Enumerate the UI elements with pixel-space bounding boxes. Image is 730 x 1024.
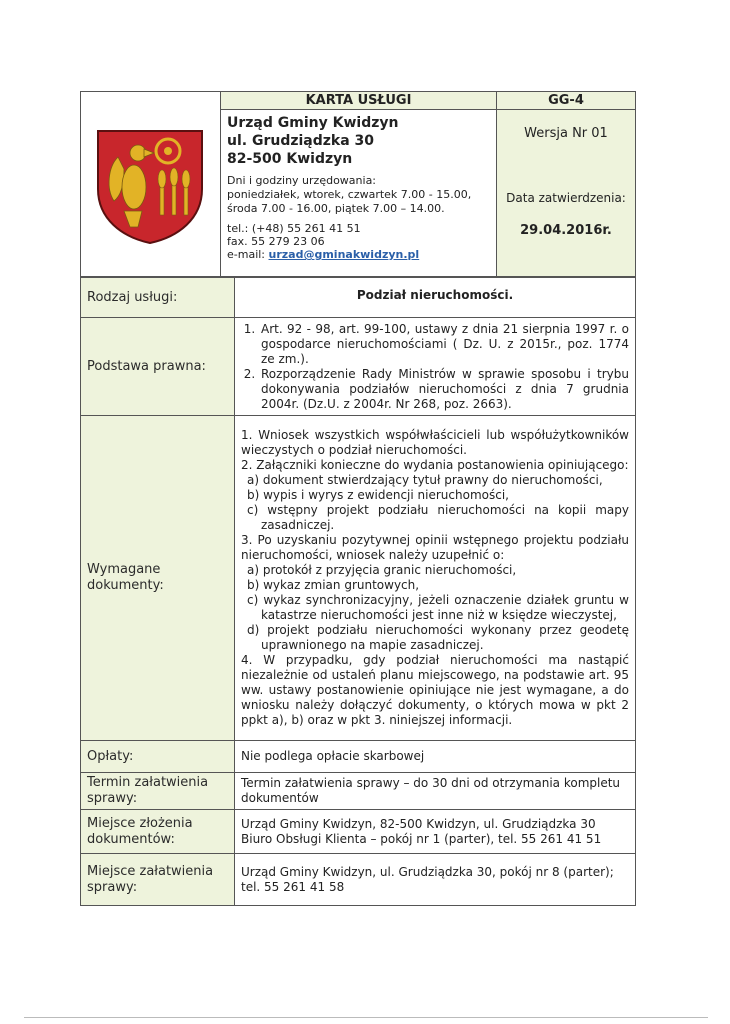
row-legal-basis	[81, 318, 636, 416]
doc-point-3: 3. Po uzyskaniu pozytywnej opinii wstępnego projektu podziału nieruchomości, wniosek należy uzupełnić o:	[241, 533, 629, 562]
version-label: Wersja Nr 01	[524, 126, 608, 141]
legal-basis-list	[241, 322, 629, 412]
coat-of-arms-icon	[94, 127, 206, 245]
submission-place-cell	[235, 810, 636, 854]
row-handling-place	[81, 854, 636, 906]
label-submission-place: Miejsce złożenia dokumentów:	[81, 810, 235, 854]
row-submission-place	[81, 810, 636, 854]
office-city: 82-500 Kwidzyn	[227, 151, 353, 167]
doc-point-2: 2. Załączniki konieczne do wydania postanowienia opiniującego:	[241, 458, 629, 472]
fees-value: Nie podlega opłacie skarbowej	[235, 741, 636, 773]
doc-point-2c: c) wstępny projekt podziału nieruchomości na kopii mapy zasadniczej.	[247, 503, 629, 532]
submission-line-2: Biuro Obsługi Klienta – pokój nr 1 (parter), tel. 55 261 41 51	[241, 831, 602, 846]
office-address	[221, 110, 496, 168]
legal-basis-list-cell	[235, 318, 636, 416]
doc-point-3d: d) projekt podziału nieruchomości wykonany przez geodetę uprawnionego na mapie zasadniczej.	[247, 623, 629, 652]
handling-line-2: tel. 55 261 41 58	[241, 879, 345, 894]
email-line	[227, 248, 490, 261]
office-contact	[221, 216, 496, 261]
deadline-value: Termin załatwienia sprawy – do 30 dni od otrzymania kompletu dokumentów	[235, 773, 636, 810]
handling-place-cell	[235, 854, 636, 906]
doc-point-3c: c) wykaz synchronizacyjny, jeżeli oznaczenie działek gruntu w katastrze nieruchomości jest inne niż w księdze wieczystej,	[247, 593, 629, 622]
doc-point-1: 1. Wniosek wszystkich współwłaścicieli lub współużytkowników wieczystych o podział nieruchomości.	[241, 428, 629, 457]
phone-number: tel.: (+48) 55 261 41 51	[227, 222, 361, 235]
hours-line-1: poniedziałek, wtorek, czwartek 7.00 - 15.00,	[227, 188, 472, 201]
page-bottom-rule	[24, 1017, 708, 1018]
approval-date: 29.04.2016r.	[520, 223, 612, 238]
label-service-type: Rodzaj usługi:	[81, 278, 235, 318]
email-label: e-mail:	[227, 248, 269, 261]
service-card-table	[80, 277, 636, 906]
email-link[interactable]: urzad@gminakwidzyn.pl	[268, 248, 420, 261]
label-handling-place: Miejsce załatwienia sprawy:	[81, 854, 235, 906]
row-service-type	[81, 278, 636, 318]
row-fees	[81, 741, 636, 773]
office-name: Urząd Gminy Kwidzyn	[227, 115, 399, 131]
header-box	[80, 91, 636, 277]
doc-point-3b: b) wykaz zmian gruntowych,	[247, 578, 420, 592]
handling-line-1: Urząd Gminy Kwidzyn, ul. Grudziądzka 30, pokój nr 8 (parter);	[241, 864, 614, 879]
hours-line-2: środa 7.00 - 16.00, piątek 7.00 – 14.00.	[227, 202, 445, 215]
label-deadline: Termin załatwienia sprawy:	[81, 773, 235, 810]
legal-basis-item: 2. Rozporządzenie Rady Ministrów w sprawie sposobu i trybu dokonywania podziałów nieruchomości z dnia 7 grudnia 2004r. (Dz.U. z 2004r. Nr 268, poz. 2663).	[259, 367, 629, 412]
document-code: GG-4	[497, 92, 635, 110]
crest-cell	[81, 92, 221, 276]
submission-line-1: Urząd Gminy Kwidzyn, 82-500 Kwidzyn, ul. Grudziądzka 30	[241, 816, 596, 831]
doc-point-2a: a) dokument stwierdzający tytuł prawny do nieruchomości,	[247, 473, 603, 487]
doc-point-2b: b) wypis i wyrys z ewidencji nieruchomości,	[247, 488, 509, 502]
label-required-documents: Wymagane dokumenty:	[81, 416, 235, 741]
card-title: KARTA USŁUGI	[221, 92, 496, 110]
row-deadline	[81, 773, 636, 810]
document-meta-cell	[497, 92, 635, 276]
legal-basis-item: 1. Art. 92 - 98, art. 99-100, ustawy z dnia 21 sierpnia 1997 r. o gospodarce nieruchomościami ( Dz. U. z 2015r., poz. 1774 ze zm.).	[259, 322, 629, 367]
office-street: ul. Grudziądzka 30	[227, 133, 375, 149]
fax-number: fax. 55 279 23 06	[227, 235, 325, 248]
label-legal-basis: Podstawa prawna:	[81, 318, 235, 416]
hours-label: Dni i godziny urzędowania:	[227, 174, 377, 187]
row-required-documents	[81, 416, 636, 741]
service-type-value: Podział nieruchomości.	[235, 278, 636, 318]
office-hours	[221, 168, 496, 216]
required-documents-cell	[235, 416, 636, 741]
doc-point-4: 4. W przypadku, gdy podział nieruchomości ma nastąpić niezależnie od ustaleń planu miejscowego, na podstawie art. 95 ww. ustawy postanowienie opiniujące nie jest wymagane, a do wniosku należy dołączyć dokumenty, o których mowa w pkt 2 ppkt a), b) oraz w pkt 3. niniejszej informacji.	[241, 653, 629, 727]
approval-date-label: Data zatwierdzenia:	[506, 191, 626, 205]
doc-point-3a: a) protokół z przyjęcia granic nieruchomości,	[247, 563, 517, 577]
office-info-cell	[221, 92, 497, 276]
label-fees: Opłaty:	[81, 741, 235, 773]
